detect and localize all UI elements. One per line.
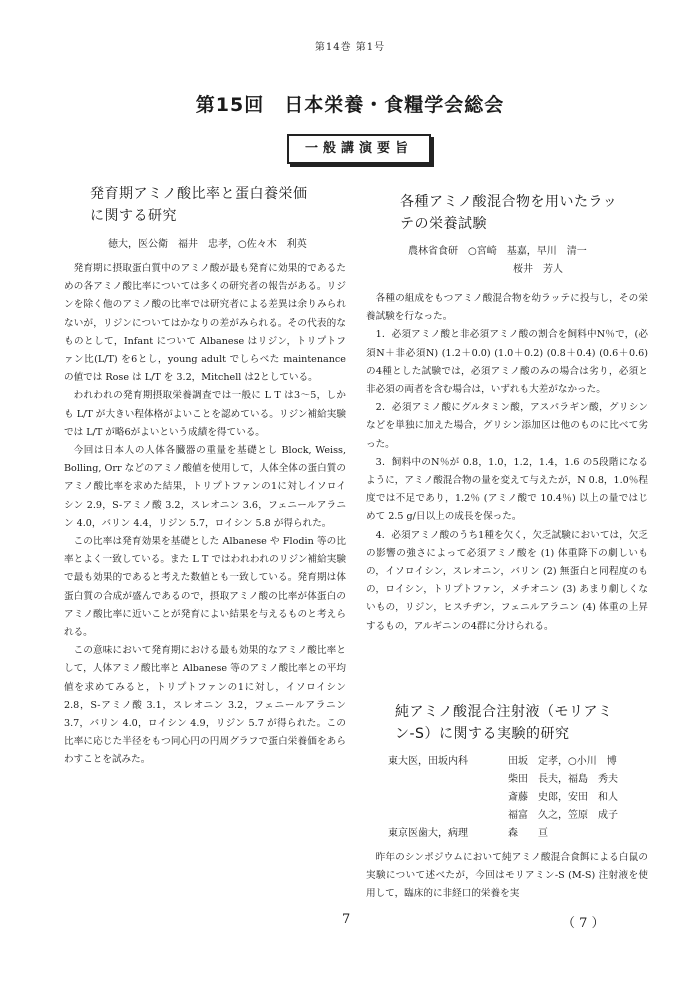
article2-paragraph: 2．必須アミノ酸にグルタミン酸，アスパラギン酸，グリシンなどを単独に加えた場合，グリシン添加区は他のものに比べて劣った。 [366, 402, 648, 450]
article1-authors: 徳大，医公衛 福井 忠孝，○佐々木 利英 [108, 239, 307, 250]
author-affiliation: 東大医，田坂内科 [388, 756, 468, 767]
article3-author-row [388, 807, 650, 825]
article1-paragraph: この比率は発育効果を基礎とした Albanese や Flodin 等の比率とよく一致している。また L T ではわれわれのリジン補給実験で最も効果的であると考えた数値とも一致している。発育期は体蛋白質の合成が盛んであるので，摂取アミノ酸の比率が体蛋白のアミノ酸比率に近いことが発育によい結果を与えるものと考えられる。 [64, 536, 346, 639]
author-names: 福富 久之，笠原 成子 [508, 810, 618, 821]
author-names: 森 亘 [508, 828, 548, 839]
running-head: 第14巻 第1号 [314, 42, 386, 53]
article3-paragraph: 昨年のシンポジウムにおいて純アミノ酸混合食餌による白鼠の実験について述べたが，今回はモリアミン-S (M-S) 注射液を使用して，臨床的に非経口的栄養を実 [366, 852, 648, 900]
article1-paragraph: われわれの発育期摂取栄養調査では一般に L T は3～5，しかも L/T が大きい程体格がよいことを認めている。リジン補給実験では L/T が略6がよいという成績を得ている。 [64, 390, 346, 438]
article1-body [64, 260, 346, 770]
conference-title: 第15回 日本栄養・食糧学会総会 [195, 94, 505, 116]
author-affiliation: 東京医歯大，病理 [388, 828, 468, 839]
article1-paragraph: 発育期に摂取蛋白質中のアミノ酸が最も発育に効果的であるための各アミノ酸比率については多くの研究者の報告がある。リジンを除く他のアミノ酸の比率では研究者による差異は余りみられないが，リジンについてはかなりの差がみられる。その代表的なものとして，Infant について Albanese はリジン，トリプトファン比(L/T) を6とし，young adult でしらべた maintenance の値では Rose は L/T を 3.2，Mitchell は2としている。 [64, 263, 346, 384]
article3-author-row [388, 753, 650, 771]
article3-author-row [388, 771, 650, 789]
article3-title [395, 701, 645, 745]
section-label: 一般講演要旨 [287, 134, 431, 164]
article2-authors-line2: 桜井 芳人 [513, 264, 563, 275]
author-names: 柴田 長夫，福島 秀夫 [508, 774, 618, 785]
article3-author-row [388, 789, 650, 807]
article3-body [366, 849, 648, 904]
article3-authors [388, 753, 650, 843]
article2-title-line2: テの栄養試験 [400, 216, 487, 232]
article1-paragraph: 今回は日本人の人体各臓器の重量を基礎とし Block, Weiss, Bolling, Orr などのアミノ酸値を使用して，人体全体の蛋白質のアミノ酸比率を求めた結果，トリプトファンの1に対しイソロイシン 2.9，S-アミノ酸 3.2，スレオニン 3.6，フェニールアラニン 4.0，バリン 4.4，リジン 5.7，ロイシン 5.8 が得られた。 [64, 445, 346, 529]
author-affiliation [388, 807, 508, 825]
article2-body [366, 290, 648, 636]
article3-title-line1: 純アミノ酸混合注射液（モリアミ [395, 704, 613, 720]
article2-paragraph: 3．飼料中のN％が 0.8，1.0，1.2，1.4，1.6 の5段階になるように，アミノ酸混合物の量を変えて与えたが，N 0.8，1.0％程度では不足であり，1.2％ (アミノ酸で 10.4％) 以上の量ではじめて 2.5 g/日以上の成長を保った。 [366, 456, 648, 523]
article2-paragraph: 各種の組成をもつアミノ酸混合物を幼ラッテに投与し，その栄養試験を行なった。 [366, 293, 648, 323]
author-affiliation [388, 771, 508, 789]
article2-authors [408, 243, 648, 279]
author-names: 田坂 定孝，○小川 博 [508, 756, 617, 767]
page-number: 7 [342, 912, 351, 927]
article1-title-line1: 発育期アミノ酸比率と蛋白養栄価 [90, 186, 308, 202]
article2-title-line1: 各種アミノ酸混合物を用いたラッ [400, 194, 618, 210]
article2-authors-line1: 農林省食研 ○宮崎 基嘉，早川 清一 [408, 246, 587, 257]
article3-title-line2: ン-S）に関する実験的研究 [395, 726, 570, 742]
article2-paragraph: 4．必須アミノ酸のうち1種を欠く，欠乏試験においては，欠乏の影響の強さによって必須アミノ酸を (1) 体重降下の劇しいもの，イソロイシン，スレオニン，バリン (2) 無蛋白と同程度のもの，ロイシン，トリプトファン，メチオニン (3) あまり劇しくないもの，リジン，ヒスチヂン，フェニルアラニン (4) 体重の上昇するもの，アルギニンの4群に分けられる。 [366, 529, 648, 632]
article2-title [400, 191, 640, 235]
article1-title-line2: に関する研究 [90, 208, 177, 224]
article1-title [90, 183, 330, 227]
author-affiliation [388, 789, 508, 807]
page-number-parenthesized: （ 7 ） [562, 916, 605, 931]
article1-paragraph: この意味において発育期における最も効果的なアミノ酸比率として，人体アミノ酸比率と Albanese 等のアミノ酸比率との平均値を求めてみると，トリプトファンの1に対し，イソロイシン 2.8，S-アミノ酸 3.1，スレオニン 3.2，フェニールアラニン 3.7，バリン 4.0，ロイシン 4.9，リジン 5.7 が得られた。この比率に応じた半径をもつ同心円の円周グラフで蛋白栄養価をあらわすことを試みた。 [64, 645, 346, 766]
article2-paragraph: 1．必須アミノ酸と非必須アミノ酸の割合を飼料中N％で，(必須N＋非必須N) (1.2＋0.0) (1.0＋0.2) (0.8＋0.4) (0.6＋0.6) の4種とした試験では，必須アミノ酸のみの場合は劣り，必須と非必須の両者を含む場合は，いずれも大差がなかった。 [366, 329, 648, 396]
author-names: 斎藤 史郎，安田 和人 [508, 792, 618, 803]
article3-author-row [388, 825, 650, 843]
